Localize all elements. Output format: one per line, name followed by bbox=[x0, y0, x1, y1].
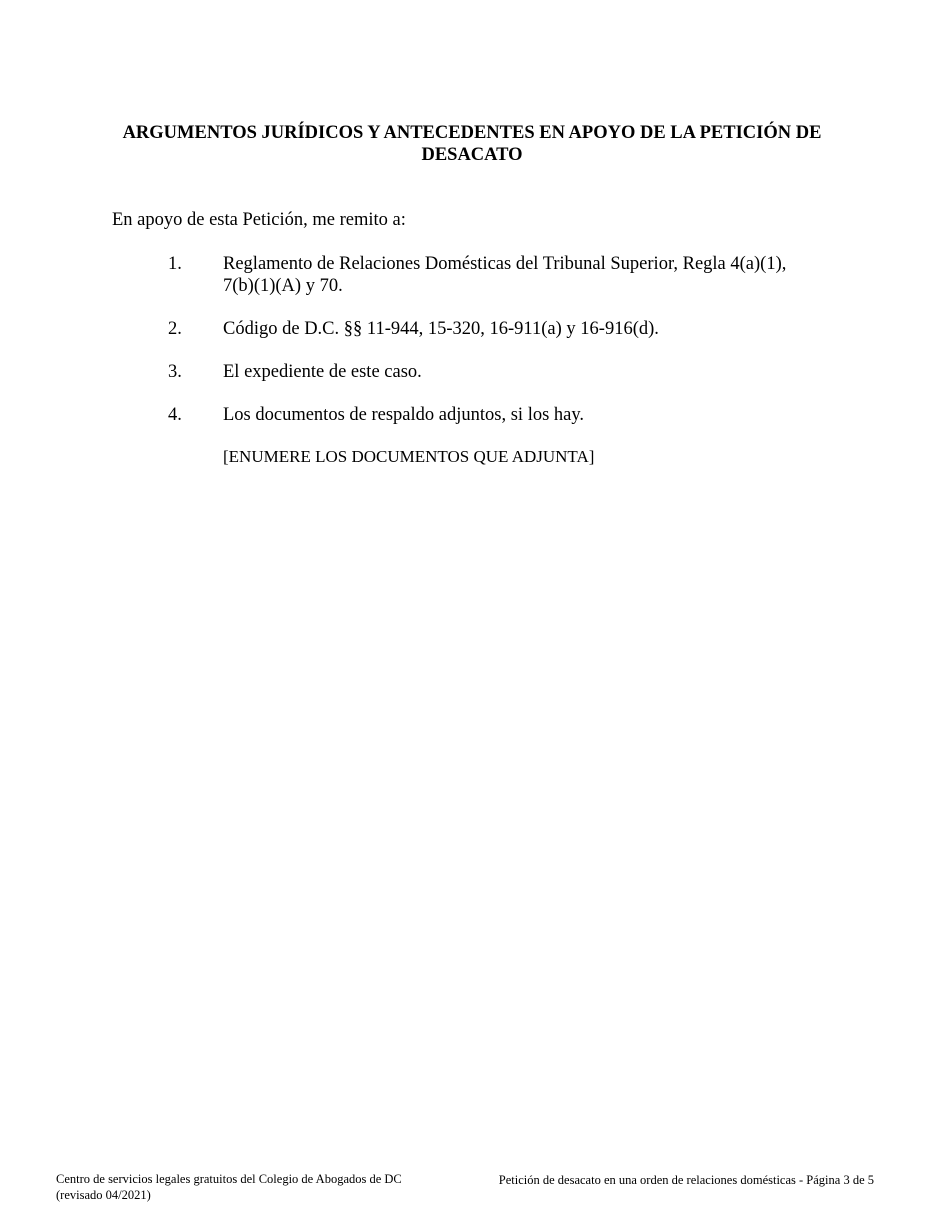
list-item-text: El expediente de este caso. bbox=[223, 362, 422, 382]
list-item-text-line-1: Reglamento de Relaciones Domésticas del Tribunal Superior, Regla 4(a)(1), bbox=[223, 254, 787, 274]
footer-organization-name: Centro de servicios legales gratuitos del Colegio de Abogados de DC bbox=[56, 1172, 402, 1186]
list-item bbox=[168, 318, 828, 340]
intro-paragraph: En apoyo de esta Petición, me remito a: bbox=[112, 210, 406, 230]
title-line-1: ARGUMENTOS JURÍDICOS Y ANTECEDENTES EN APOYO DE LA PETICIÓN DE bbox=[122, 123, 822, 143]
footer-organization bbox=[56, 1172, 402, 1203]
list-item-text: Código de D.C. §§ 11-944, 15-320, 16-911(a) y 16-916(d). bbox=[223, 319, 659, 339]
list-item-number: 3. bbox=[168, 362, 182, 382]
list-item bbox=[168, 253, 828, 297]
list-item-number: 4. bbox=[168, 405, 182, 425]
title-line-2: DESACATO bbox=[421, 145, 523, 165]
references-list bbox=[168, 253, 828, 468]
list-item bbox=[168, 404, 828, 426]
list-item-text-line-2: 7(b)(1)(A) y 70. bbox=[223, 276, 343, 296]
list-item bbox=[168, 361, 828, 383]
footer-page-info: Petición de desacato en una orden de relaciones domésticas - Página 3 de 5 bbox=[498, 1173, 874, 1187]
list-item-text bbox=[223, 253, 828, 297]
list-item-number: 1. bbox=[168, 254, 182, 274]
attachments-instruction: [ENUMERE LOS DOCUMENTOS QUE ADJUNTA] bbox=[223, 447, 595, 466]
footer-revision-date: (revisado 04/2021) bbox=[56, 1187, 151, 1202]
page-title bbox=[100, 122, 844, 166]
list-item-text: Los documentos de respaldo adjuntos, si los hay. bbox=[223, 405, 585, 425]
list-item-number: 2. bbox=[168, 319, 182, 339]
